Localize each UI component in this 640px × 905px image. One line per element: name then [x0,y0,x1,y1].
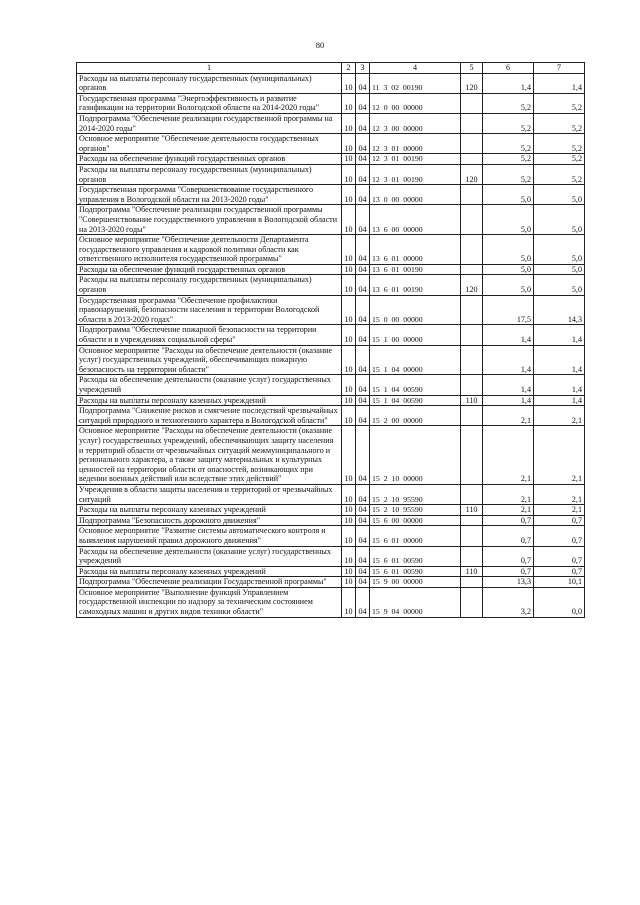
row-section: 10 [342,164,356,184]
row-name: Основное мероприятие "Расходы на обеспечение деятельности (оказание услуг) государственных учреждений, обеспечивающих защиту населения и территорий области от чрезвычайных ситуаций межмуниципального и регионального характера, а также защиту материальных и культурных ценностей на территории области от опасностей, возникающих при ведении военных действий или вследствие этих действий" [77,426,342,485]
row-expense-type [461,484,483,504]
row-subsection: 04 [356,515,370,526]
row-name: Подпрограмма "Снижение рисков и смягчение последствий чрезвычайных ситуаций природного и техногенного характера в Вологодской области" [77,406,342,426]
row-name: Основное мероприятие "Обеспечение деятельности Департамента государственного управления и кадровой политики области как ответственного исполнителя государственной программы" [77,235,342,265]
row-subsection: 04 [356,93,370,113]
row-amount-2: 0,0 [534,587,585,617]
row-expense-type [461,515,483,526]
row-target-article: 15 6 00 00000 [370,515,461,526]
table-row [77,325,585,345]
row-subsection: 04 [356,325,370,345]
row-amount-1: 5,2 [483,154,534,165]
header-col-subsection: 3 [356,63,370,74]
table-row [77,526,585,546]
row-subsection: 04 [356,566,370,577]
row-expense-type [461,205,483,235]
row-name: Государственная программа "Обеспечение профилактики правонарушений, безопасности населения и территории Вологодской области в 2013-2020 годах" [77,295,342,325]
table-row [77,264,585,275]
row-section: 10 [342,566,356,577]
row-section: 10 [342,375,356,395]
row-section: 10 [342,546,356,566]
row-name: Расходы на выплаты персоналу государственных (муниципальных) органов [77,164,342,184]
row-name: Основное мероприятие "Обеспечение деятельности государственных органов" [77,134,342,154]
row-target-article: 15 2 00 00000 [370,406,461,426]
table-row [77,275,585,295]
row-subsection: 04 [356,526,370,546]
row-amount-1: 5,0 [483,275,534,295]
header-col-amount-1: 6 [483,63,534,74]
row-expense-type [461,406,483,426]
row-amount-2: 5,2 [534,154,585,165]
row-amount-1: 2,1 [483,426,534,485]
row-subsection: 04 [356,505,370,516]
row-amount-1: 17,5 [483,295,534,325]
row-target-article: 15 1 04 00000 [370,345,461,375]
row-expense-type [461,185,483,205]
row-name: Подпрограмма "Обеспечение реализации Государственной программы" [77,577,342,588]
row-section: 10 [342,275,356,295]
row-subsection: 04 [356,587,370,617]
row-amount-1: 0,7 [483,515,534,526]
row-amount-1: 1,4 [483,375,534,395]
table-row [77,566,585,577]
row-amount-2: 5,0 [534,185,585,205]
row-amount-2: 0,7 [534,515,585,526]
row-section: 10 [342,205,356,235]
row-amount-2: 5,0 [534,264,585,275]
row-amount-1: 0,7 [483,526,534,546]
row-name: Основное мероприятие "Развитие системы автоматического контроля и выявления нарушений правил дорожного движения" [77,526,342,546]
row-amount-2: 2,1 [534,426,585,485]
row-name: Основное мероприятие "Выполнение функций Управлением государственной инспекции по надзору за техническим состоянием самоходных машин и других видов техники области" [77,587,342,617]
row-subsection: 04 [356,154,370,165]
row-amount-2: 5,0 [534,235,585,265]
table-row [77,546,585,566]
table-row [77,164,585,184]
row-name: Расходы на выплаты персоналу казенных учреждений [77,395,342,406]
row-amount-1: 5,2 [483,164,534,184]
header-col-expense-type: 5 [461,63,483,74]
row-target-article: 15 0 00 00000 [370,295,461,325]
row-subsection: 04 [356,205,370,235]
row-expense-type [461,154,483,165]
row-amount-2: 2,1 [534,505,585,516]
row-amount-1: 5,2 [483,134,534,154]
row-amount-2: 5,0 [534,205,585,235]
row-amount-1: 2,1 [483,406,534,426]
row-target-article: 13 6 00 00000 [370,205,461,235]
row-subsection: 04 [356,546,370,566]
row-target-article: 12 3 01 00000 [370,134,461,154]
row-subsection: 04 [356,406,370,426]
row-name: Расходы на обеспечение деятельности (оказание услуг) государственных учреждений [77,375,342,395]
table-body [77,73,585,617]
row-name: Расходы на обеспечение деятельности (оказание услуг) государственных учреждений [77,546,342,566]
row-amount-1: 0,7 [483,566,534,577]
row-subsection: 04 [356,73,370,93]
row-expense-type [461,264,483,275]
row-target-article: 12 3 00 00000 [370,113,461,133]
row-amount-2: 2,1 [534,406,585,426]
table-row [77,484,585,504]
row-amount-1: 2,1 [483,484,534,504]
table-row [77,375,585,395]
row-expense-type: 120 [461,164,483,184]
row-amount-1: 5,0 [483,205,534,235]
row-subsection: 04 [356,426,370,485]
row-amount-2: 5,2 [534,134,585,154]
row-target-article: 15 6 01 00590 [370,546,461,566]
row-target-article: 15 1 00 00000 [370,325,461,345]
row-section: 10 [342,185,356,205]
row-target-article: 15 2 10 95590 [370,484,461,504]
row-section: 10 [342,505,356,516]
row-name: Расходы на выплаты персоналу казенных учреждений [77,505,342,516]
row-expense-type [461,93,483,113]
row-amount-1: 0,7 [483,546,534,566]
row-target-article: 15 1 04 00590 [370,395,461,406]
table-row [77,93,585,113]
row-section: 10 [342,484,356,504]
row-expense-type [461,345,483,375]
row-amount-1: 2,1 [483,505,534,516]
row-amount-2: 2,1 [534,484,585,504]
row-name: Расходы на обеспечение функций государственных органов [77,154,342,165]
row-expense-type [461,546,483,566]
row-amount-1: 13,3 [483,577,534,588]
table-row [77,235,585,265]
row-amount-1: 3,2 [483,587,534,617]
table-row [77,406,585,426]
row-subsection: 04 [356,185,370,205]
row-section: 10 [342,235,356,265]
row-target-article: 15 2 10 95590 [370,505,461,516]
row-amount-2: 1,4 [534,73,585,93]
row-name: Подпрограмма "Обеспечение реализации государственной программы "Совершенствование государственного управления в Вологодской области на 2013-2020 годы" [77,205,342,235]
row-subsection: 04 [356,295,370,325]
row-target-article: 13 6 01 00000 [370,235,461,265]
row-expense-type: 120 [461,73,483,93]
row-amount-1: 1,4 [483,345,534,375]
row-expense-type [461,235,483,265]
row-target-article: 15 6 01 00590 [370,566,461,577]
row-subsection: 04 [356,134,370,154]
row-section: 10 [342,154,356,165]
row-amount-2: 0,7 [534,566,585,577]
row-expense-type [461,325,483,345]
table-row [77,185,585,205]
row-subsection: 04 [356,577,370,588]
row-name: Расходы на выплаты персоналу казенных учреждений [77,566,342,577]
row-expense-type [461,426,483,485]
row-amount-2: 5,2 [534,113,585,133]
row-amount-2: 0,7 [534,546,585,566]
table-row [77,113,585,133]
header-col-target-article: 4 [370,63,461,74]
row-subsection: 04 [356,484,370,504]
budget-table [76,62,585,618]
row-target-article: 15 2 10 00000 [370,426,461,485]
row-section: 10 [342,426,356,485]
row-section: 10 [342,325,356,345]
row-target-article: 13 6 01 00190 [370,275,461,295]
row-name: Расходы на выплаты персоналу государственных (муниципальных) органов [77,73,342,93]
table-row [77,154,585,165]
row-subsection: 04 [356,395,370,406]
table-row [77,515,585,526]
row-amount-1: 5,0 [483,264,534,275]
row-section: 10 [342,587,356,617]
row-amount-2: 10,1 [534,577,585,588]
row-name: Учреждения в области защиты населения и территорий от чрезвычайных ситуаций [77,484,342,504]
row-section: 10 [342,134,356,154]
row-name: Расходы на выплаты персоналу государственных (муниципальных) органов [77,275,342,295]
row-amount-2: 5,2 [534,164,585,184]
row-name: Подпрограмма "Обеспечение пожарной безопасности на территории области и в учреждениях социальной сферы" [77,325,342,345]
row-expense-type [461,577,483,588]
row-section: 10 [342,264,356,275]
row-subsection: 04 [356,235,370,265]
row-target-article: 15 6 01 00000 [370,526,461,546]
row-expense-type: 110 [461,566,483,577]
row-amount-1: 1,4 [483,395,534,406]
row-target-article: 13 0 00 00000 [370,185,461,205]
row-name: Основное мероприятие "Расходы на обеспечение деятельности (оказание услуг) государственных учреждений, обеспечивающих пожарную безопасность на территории области" [77,345,342,375]
row-amount-1: 5,2 [483,93,534,113]
row-expense-type [461,134,483,154]
table-row [77,426,585,485]
header-col-amount-2: 7 [534,63,585,74]
row-expense-type [461,295,483,325]
row-expense-type [461,526,483,546]
row-subsection: 04 [356,113,370,133]
row-amount-2: 1,4 [534,375,585,395]
row-amount-1: 1,4 [483,325,534,345]
row-name: Государственная программа "Энергоэффективность и развитие газификации на территории Вологодской области на 2014-2020 годы" [77,93,342,113]
table-row [77,134,585,154]
row-section: 10 [342,577,356,588]
row-section: 10 [342,295,356,325]
row-expense-type [461,587,483,617]
header-col-name: 1 [77,63,342,74]
row-target-article: 12 3 01 00190 [370,164,461,184]
row-section: 10 [342,113,356,133]
row-section: 10 [342,345,356,375]
table-row [77,505,585,516]
row-target-article: 15 9 00 00000 [370,577,461,588]
row-target-article: 12 3 01 00190 [370,154,461,165]
row-section: 10 [342,406,356,426]
table-row [77,73,585,93]
row-name: Государственная программа "Совершенствование государственного управления в Вологодской области на 2013-2020 годы" [77,185,342,205]
row-amount-1: 5,2 [483,113,534,133]
row-amount-2: 0,7 [534,526,585,546]
table-row [77,577,585,588]
page-number: 80 [315,40,325,50]
row-subsection: 04 [356,264,370,275]
row-section: 10 [342,73,356,93]
row-expense-type [461,375,483,395]
table-row [77,395,585,406]
table-row [77,345,585,375]
row-expense-type [461,113,483,133]
row-amount-2: 1,4 [534,325,585,345]
row-name: Расходы на обеспечение функций государственных органов [77,264,342,275]
row-section: 10 [342,395,356,406]
row-name: Подпрограмма "Обеспечение реализации государственной программы на 2014-2020 годы" [77,113,342,133]
row-amount-2: 5,0 [534,275,585,295]
row-section: 10 [342,515,356,526]
row-subsection: 04 [356,164,370,184]
row-target-article: 12 0 00 00000 [370,93,461,113]
row-amount-1: 1,4 [483,73,534,93]
row-amount-2: 14,3 [534,295,585,325]
table-row [77,587,585,617]
row-target-article: 13 6 01 00190 [370,264,461,275]
row-amount-1: 5,0 [483,185,534,205]
row-target-article: 15 9 04 00000 [370,587,461,617]
table-row [77,205,585,235]
row-target-article: 15 1 04 00590 [370,375,461,395]
row-expense-type: 110 [461,505,483,516]
table-header-row [77,63,585,74]
row-section: 10 [342,526,356,546]
row-section: 10 [342,93,356,113]
header-col-section: 2 [342,63,356,74]
table-row [77,295,585,325]
row-subsection: 04 [356,275,370,295]
row-target-article: 11 3 02 00190 [370,73,461,93]
row-subsection: 04 [356,345,370,375]
row-amount-2: 1,4 [534,395,585,406]
row-expense-type: 110 [461,395,483,406]
row-name: Подпрограмма "Безопасность дорожного движения" [77,515,342,526]
row-amount-2: 5,2 [534,93,585,113]
row-subsection: 04 [356,375,370,395]
row-amount-2: 1,4 [534,345,585,375]
row-amount-1: 5,0 [483,235,534,265]
row-expense-type: 120 [461,275,483,295]
